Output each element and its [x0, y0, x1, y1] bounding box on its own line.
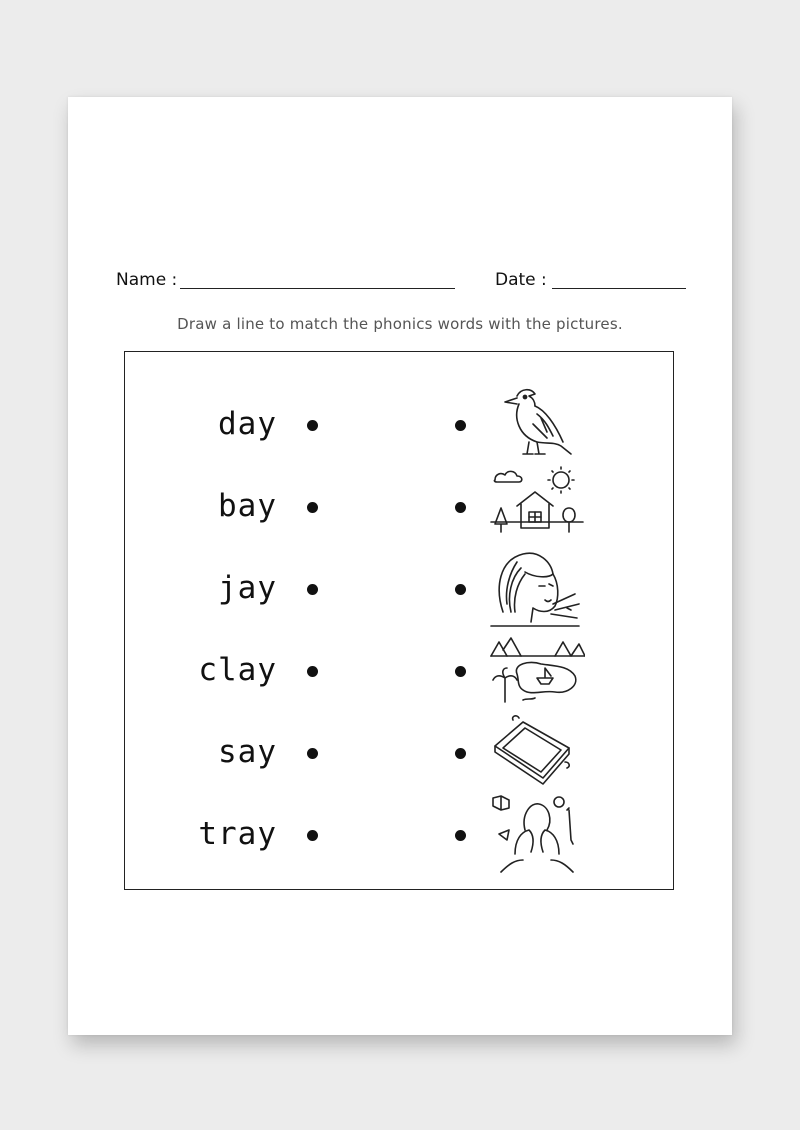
word-say: say	[218, 734, 277, 770]
word-dot[interactable]	[307, 666, 318, 677]
match-row	[125, 728, 673, 798]
date-label: Date :	[495, 270, 547, 290]
word-dot[interactable]	[307, 830, 318, 841]
worksheet-page	[68, 97, 732, 1035]
match-row	[125, 564, 673, 634]
word-day: day	[218, 406, 277, 442]
match-row	[125, 400, 673, 470]
word-bay: bay	[218, 488, 277, 524]
word-dot[interactable]	[307, 748, 318, 759]
tray-icon	[489, 712, 585, 792]
matching-box	[124, 351, 674, 890]
picture-dot[interactable]	[455, 584, 466, 595]
word-dot[interactable]	[307, 420, 318, 431]
picture-dot[interactable]	[455, 666, 466, 677]
match-row	[125, 646, 673, 716]
face-icon	[489, 548, 585, 628]
date-field-line[interactable]	[552, 288, 686, 289]
picture-dot[interactable]	[455, 830, 466, 841]
picture-dot[interactable]	[455, 502, 466, 513]
name-field-line[interactable]	[180, 288, 455, 289]
clay-hands-icon	[489, 794, 585, 874]
word-clay: clay	[198, 652, 277, 688]
picture-dot[interactable]	[455, 748, 466, 759]
match-row	[125, 810, 673, 880]
word-jay: jay	[218, 570, 277, 606]
word-dot[interactable]	[307, 502, 318, 513]
name-label: Name :	[116, 270, 178, 290]
word-dot[interactable]	[307, 584, 318, 595]
word-tray: tray	[198, 816, 277, 852]
match-row	[125, 482, 673, 552]
bay-scene-icon	[489, 630, 585, 710]
picture-dot[interactable]	[455, 420, 466, 431]
bird-icon	[489, 384, 585, 464]
instruction-text: Draw a line to match the phonics words with the pictures.	[177, 315, 623, 333]
landscape-icon	[489, 466, 585, 546]
